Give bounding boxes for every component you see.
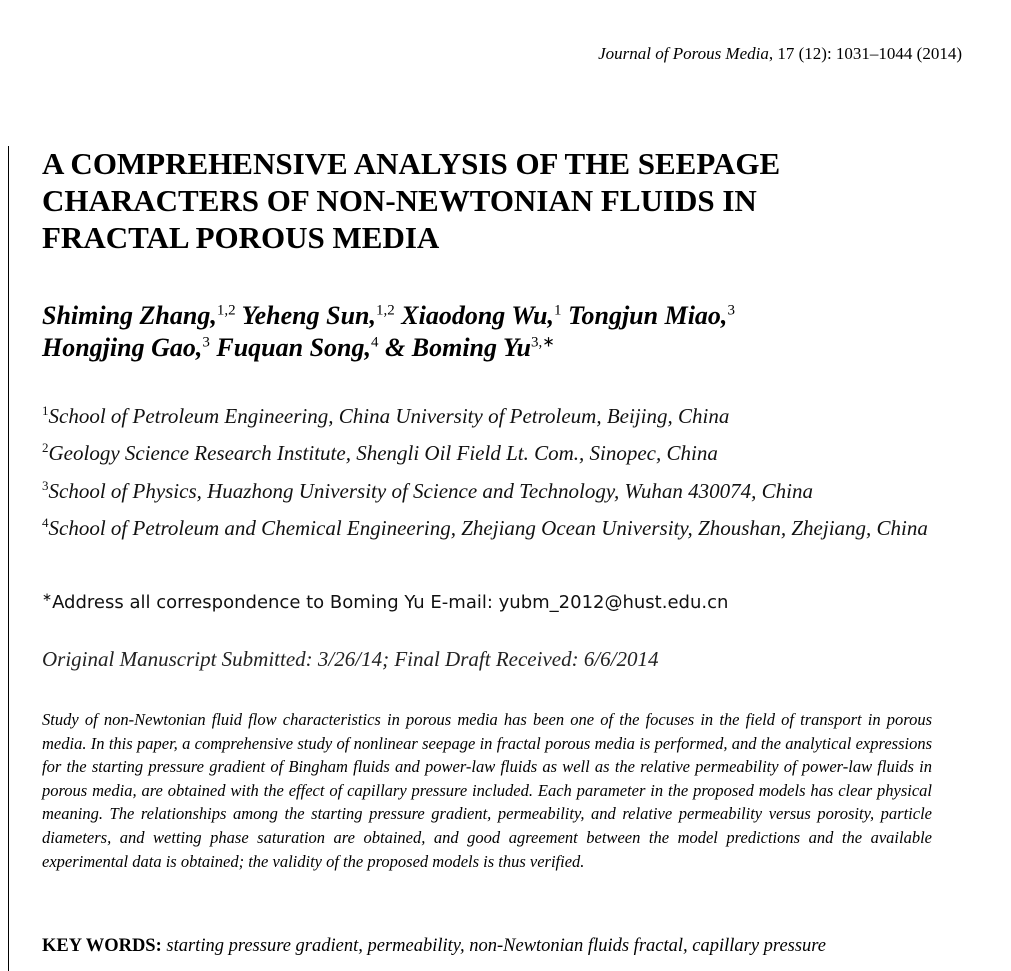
margin-rule [8, 146, 9, 971]
author-affiliation-mark: 3 [202, 334, 210, 351]
title-line: A COMPREHENSIVE ANALYSIS OF THE SEEPAGE [42, 146, 781, 181]
affiliation [42, 439, 942, 467]
correspondence-text: Address all correspondence to Boming Yu E-mail: yubm_2012@hust.edu.cn [52, 592, 729, 613]
author-affiliation-mark: 1 [553, 302, 562, 319]
author-affiliation-mark: 4 [371, 334, 379, 351]
keywords-text: starting pressure gradient, permeability, non-Newtonian fluids fractal, capillary pressure [166, 936, 827, 956]
author-name: Boming Yu [411, 333, 531, 362]
journal-name: Journal of Porous Media [598, 44, 769, 63]
abstract: Study of non-Newtonian fluid flow characteristics in porous media has been one of the focuses in the field of transport in porous media. In this paper, a comprehensive study of nonlinear seepage in fractal porous media is performed, and the analytical expressions for the starting pressure gradient of Bingham fluids and power-law fluids as well as the relative permeability of power-law fluids in porous media, are obtained with the effect of capillary pressure included. Each parameter in the proposed models has clear physical meaning. The relationships among the starting pressure gradient, permeability, and relative permeability versus porosity, particle diameters, and wetting phase saturation are obtained, and good agreement between the model predictions and the available experimental data is obtained; the validity of the proposed models is thus verified. [42, 710, 932, 871]
author-affiliation-mark: 3,∗ [531, 334, 555, 351]
author-name: Xiaodong Wu, [401, 301, 554, 330]
journal-citation: , 17 (12): 1031–1044 (2014) [768, 44, 962, 63]
keywords-label: KEY WORDS: [42, 936, 162, 956]
affiliation [42, 402, 942, 430]
keywords [42, 933, 982, 959]
author-name: Fuquan Song, [216, 333, 372, 362]
title-line: FRACTAL POROUS MEDIA [42, 220, 440, 255]
author-name: Hongjing Gao, [42, 333, 203, 362]
title-line: CHARACTERS OF NON-NEWTONIAN FLUIDS IN [42, 183, 757, 218]
author-name: Tongjun Miao, [567, 301, 728, 330]
affiliation-text: School of Petroleum Engineering, China University of Petroleum, Beijing, China [48, 404, 730, 428]
affiliation-text: School of Physics, Huazhong University of Science and Technology, Wuhan 430074, China [48, 479, 813, 503]
paper-title [42, 145, 922, 256]
author-line [42, 300, 942, 332]
correspondence-mark: ∗ [42, 590, 53, 604]
correspondence-note [42, 590, 728, 616]
affiliation-number: 4 [42, 515, 49, 530]
author-ampersand: & [385, 333, 406, 362]
affiliation [42, 514, 942, 542]
author-name: Shiming Zhang, [42, 301, 217, 330]
author-name: Yeheng Sun, [241, 301, 377, 330]
affiliation-text: School of Petroleum and Chemical Engineering, Zhejiang Ocean University, Zhoushan, Zhejiang, China [48, 516, 928, 540]
affiliation-text: Geology Science Research Institute, Shengli Oil Field Lt. Com., Sinopec, China [48, 441, 718, 465]
affiliation [42, 477, 942, 505]
manuscript-dates: Original Manuscript Submitted: 3/26/14; Final Draft Received: 6/6/2014 [42, 647, 659, 671]
affiliation-number: 1 [42, 403, 49, 418]
author-affiliation-mark: 3 [727, 302, 735, 319]
author-affiliation-mark: 1,2 [216, 302, 236, 319]
author-list [42, 300, 942, 364]
author-affiliation-mark: 1,2 [376, 302, 395, 319]
affiliation-number: 3 [42, 478, 49, 493]
journal-header [598, 44, 962, 64]
affiliation-number: 2 [42, 440, 49, 455]
author-line [42, 332, 942, 364]
